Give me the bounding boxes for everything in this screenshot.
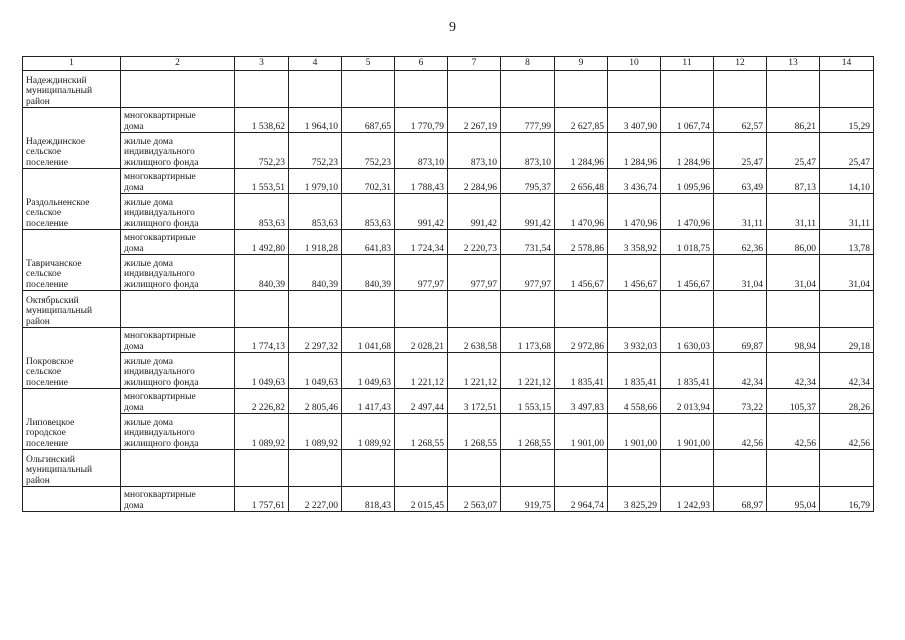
empty-cell <box>289 71 342 108</box>
table-row <box>23 328 874 353</box>
empty-cell <box>501 450 555 487</box>
value-cell: 42,34 <box>820 353 874 389</box>
region-row <box>23 291 874 328</box>
housing-type: многоквартирные дома <box>121 108 235 133</box>
value-cell: 1 221,12 <box>448 353 501 389</box>
value-cell: 1 221,12 <box>501 353 555 389</box>
table-body <box>23 57 874 512</box>
value-cell: 2 627,85 <box>555 108 608 133</box>
value-cell: 63,49 <box>714 169 767 194</box>
empty-cell <box>608 291 661 328</box>
value-cell: 1 901,00 <box>555 414 608 450</box>
value-cell: 68,97 <box>714 487 767 512</box>
empty-cell <box>289 450 342 487</box>
column-header: 6 <box>395 57 448 71</box>
value-cell: 818,43 <box>342 487 395 512</box>
value-cell: 853,63 <box>342 194 395 230</box>
value-cell: 29,18 <box>820 328 874 353</box>
column-header: 14 <box>820 57 874 71</box>
value-cell: 991,42 <box>448 194 501 230</box>
value-cell: 1 630,03 <box>661 328 714 353</box>
value-cell: 991,42 <box>501 194 555 230</box>
value-cell: 15,29 <box>820 108 874 133</box>
value-cell: 105,37 <box>767 389 820 414</box>
column-header: 3 <box>235 57 289 71</box>
value-cell: 977,97 <box>395 255 448 291</box>
column-header: 7 <box>448 57 501 71</box>
value-cell: 1 173,68 <box>501 328 555 353</box>
housing-type: многоквартирные дома <box>121 169 235 194</box>
column-header: 2 <box>121 57 235 71</box>
value-cell: 752,23 <box>342 133 395 169</box>
housing-type: жилые дома индивидуального жилищного фонда <box>121 194 235 230</box>
empty-cell <box>448 450 501 487</box>
empty-cell <box>395 450 448 487</box>
value-cell: 702,31 <box>342 169 395 194</box>
value-cell: 873,10 <box>395 133 448 169</box>
region-row <box>23 450 874 487</box>
page-number: 9 <box>449 20 456 35</box>
empty-cell <box>448 291 501 328</box>
value-cell: 3 932,03 <box>608 328 661 353</box>
value-cell: 42,34 <box>767 353 820 389</box>
value-cell: 777,99 <box>501 108 555 133</box>
value-cell: 1 470,96 <box>608 194 661 230</box>
value-cell: 3 436,74 <box>608 169 661 194</box>
value-cell: 25,47 <box>820 133 874 169</box>
value-cell: 1 221,12 <box>395 353 448 389</box>
empty-cell <box>395 291 448 328</box>
empty-cell <box>661 450 714 487</box>
empty-cell <box>121 71 235 108</box>
empty-cell <box>342 291 395 328</box>
value-cell: 853,63 <box>235 194 289 230</box>
value-cell: 13,78 <box>820 230 874 255</box>
empty-cell <box>661 291 714 328</box>
value-cell: 2 578,86 <box>555 230 608 255</box>
value-cell: 873,10 <box>448 133 501 169</box>
column-header: 10 <box>608 57 661 71</box>
empty-cell <box>767 71 820 108</box>
value-cell: 1 835,41 <box>661 353 714 389</box>
value-cell: 2 028,21 <box>395 328 448 353</box>
settlement-name: Покровское сельское поселение <box>23 328 121 389</box>
header-row <box>23 57 874 71</box>
empty-cell <box>555 291 608 328</box>
value-cell: 1 901,00 <box>661 414 714 450</box>
column-header: 13 <box>767 57 820 71</box>
value-cell: 1 049,63 <box>235 353 289 389</box>
value-cell: 1 049,63 <box>289 353 342 389</box>
value-cell: 977,97 <box>448 255 501 291</box>
value-cell: 1 724,34 <box>395 230 448 255</box>
value-cell: 1 268,55 <box>395 414 448 450</box>
value-cell: 752,23 <box>235 133 289 169</box>
value-cell: 3 497,83 <box>555 389 608 414</box>
value-cell: 42,56 <box>820 414 874 450</box>
housing-type: жилые дома индивидуального жилищного фонда <box>121 133 235 169</box>
region-name: Октябрьский муниципальный район <box>23 291 121 328</box>
value-cell: 31,11 <box>767 194 820 230</box>
empty-cell <box>121 450 235 487</box>
value-cell: 1 067,74 <box>661 108 714 133</box>
table-row <box>23 389 874 414</box>
column-header: 9 <box>555 57 608 71</box>
empty-cell <box>714 291 767 328</box>
empty-cell <box>501 291 555 328</box>
value-cell: 14,10 <box>820 169 874 194</box>
value-cell: 1 774,13 <box>235 328 289 353</box>
empty-cell <box>820 291 874 328</box>
table-row <box>23 108 874 133</box>
value-cell: 2 563,07 <box>448 487 501 512</box>
value-cell: 1 089,92 <box>342 414 395 450</box>
table-row <box>23 230 874 255</box>
value-cell: 1 918,28 <box>289 230 342 255</box>
value-cell: 1 018,75 <box>661 230 714 255</box>
value-cell: 42,56 <box>714 414 767 450</box>
settlement-name: Липовецкое городское поселение <box>23 389 121 450</box>
value-cell: 687,65 <box>342 108 395 133</box>
empty-cell <box>501 71 555 108</box>
value-cell: 731,54 <box>501 230 555 255</box>
settlement-name: Раздольненское сельское поселение <box>23 169 121 230</box>
value-cell: 853,63 <box>289 194 342 230</box>
empty-cell <box>820 450 874 487</box>
value-cell: 2 227,00 <box>289 487 342 512</box>
table-row <box>23 255 874 291</box>
empty-cell <box>121 291 235 328</box>
table-row <box>23 169 874 194</box>
value-cell: 2 267,19 <box>448 108 501 133</box>
value-cell: 31,04 <box>714 255 767 291</box>
settlement-name <box>23 487 121 512</box>
value-cell: 42,56 <box>767 414 820 450</box>
table-row <box>23 133 874 169</box>
empty-cell <box>820 71 874 108</box>
value-cell: 1 470,96 <box>661 194 714 230</box>
value-cell: 873,10 <box>501 133 555 169</box>
empty-cell <box>395 71 448 108</box>
column-header: 5 <box>342 57 395 71</box>
value-cell: 95,04 <box>767 487 820 512</box>
value-cell: 1 492,80 <box>235 230 289 255</box>
value-cell: 2 284,96 <box>448 169 501 194</box>
value-cell: 919,75 <box>501 487 555 512</box>
value-cell: 69,87 <box>714 328 767 353</box>
value-cell: 2 220,73 <box>448 230 501 255</box>
column-header: 11 <box>661 57 714 71</box>
value-cell: 1 901,00 <box>608 414 661 450</box>
value-cell: 2 226,82 <box>235 389 289 414</box>
settlement-name: Надеждинское сельское поселение <box>23 108 121 169</box>
value-cell: 4 558,66 <box>608 389 661 414</box>
empty-cell <box>661 71 714 108</box>
value-cell: 1 979,10 <box>289 169 342 194</box>
value-cell: 840,39 <box>342 255 395 291</box>
housing-type: многоквартирные дома <box>121 328 235 353</box>
empty-cell <box>342 71 395 108</box>
value-cell: 2 015,45 <box>395 487 448 512</box>
value-cell: 2 638,58 <box>448 328 501 353</box>
value-cell: 1 553,15 <box>501 389 555 414</box>
value-cell: 2 297,32 <box>289 328 342 353</box>
value-cell: 3 172,51 <box>448 389 501 414</box>
empty-cell <box>235 291 289 328</box>
value-cell: 3 358,92 <box>608 230 661 255</box>
value-cell: 1 964,10 <box>289 108 342 133</box>
value-cell: 1 284,96 <box>608 133 661 169</box>
value-cell: 73,22 <box>714 389 767 414</box>
value-cell: 3 407,90 <box>608 108 661 133</box>
value-cell: 752,23 <box>289 133 342 169</box>
value-cell: 62,36 <box>714 230 767 255</box>
settlement-name: Тавричанское сельское поселение <box>23 230 121 291</box>
region-row <box>23 71 874 108</box>
empty-cell <box>714 450 767 487</box>
empty-cell <box>714 71 767 108</box>
value-cell: 31,11 <box>714 194 767 230</box>
column-header: 4 <box>289 57 342 71</box>
value-cell: 1 095,96 <box>661 169 714 194</box>
value-cell: 1 284,96 <box>661 133 714 169</box>
column-header: 12 <box>714 57 767 71</box>
value-cell: 1 553,51 <box>235 169 289 194</box>
value-cell: 2 805,46 <box>289 389 342 414</box>
value-cell: 1 470,96 <box>555 194 608 230</box>
housing-type: жилые дома индивидуального жилищного фонда <box>121 414 235 450</box>
housing-type: жилые дома индивидуального жилищного фонда <box>121 353 235 389</box>
value-cell: 1 089,92 <box>289 414 342 450</box>
value-cell: 1 770,79 <box>395 108 448 133</box>
value-cell: 31,04 <box>820 255 874 291</box>
empty-cell <box>342 450 395 487</box>
empty-cell <box>289 291 342 328</box>
value-cell: 840,39 <box>289 255 342 291</box>
empty-cell <box>608 450 661 487</box>
value-cell: 2 013,94 <box>661 389 714 414</box>
value-cell: 86,00 <box>767 230 820 255</box>
value-cell: 25,47 <box>714 133 767 169</box>
value-cell: 2 964,74 <box>555 487 608 512</box>
value-cell: 1 049,63 <box>342 353 395 389</box>
value-cell: 977,97 <box>501 255 555 291</box>
value-cell: 1 456,67 <box>555 255 608 291</box>
value-cell: 86,21 <box>767 108 820 133</box>
table-row <box>23 487 874 512</box>
column-header: 8 <box>501 57 555 71</box>
tariff-table <box>22 56 874 512</box>
empty-cell <box>767 450 820 487</box>
empty-cell <box>767 291 820 328</box>
value-cell: 98,94 <box>767 328 820 353</box>
value-cell: 1 284,96 <box>555 133 608 169</box>
value-cell: 1 268,55 <box>501 414 555 450</box>
empty-cell <box>235 450 289 487</box>
value-cell: 1 788,43 <box>395 169 448 194</box>
empty-cell <box>555 450 608 487</box>
value-cell: 31,04 <box>767 255 820 291</box>
table-row <box>23 414 874 450</box>
value-cell: 87,13 <box>767 169 820 194</box>
value-cell: 840,39 <box>235 255 289 291</box>
empty-cell <box>608 71 661 108</box>
value-cell: 1 089,92 <box>235 414 289 450</box>
value-cell: 1 417,43 <box>342 389 395 414</box>
value-cell: 1 242,93 <box>661 487 714 512</box>
value-cell: 1 757,61 <box>235 487 289 512</box>
empty-cell <box>555 71 608 108</box>
region-name: Надеждинский муниципальный район <box>23 71 121 108</box>
column-header: 1 <box>23 57 121 71</box>
value-cell: 3 825,29 <box>608 487 661 512</box>
value-cell: 795,37 <box>501 169 555 194</box>
value-cell: 1 456,67 <box>661 255 714 291</box>
empty-cell <box>448 71 501 108</box>
value-cell: 641,83 <box>342 230 395 255</box>
value-cell: 42,34 <box>714 353 767 389</box>
value-cell: 62,57 <box>714 108 767 133</box>
value-cell: 1 041,68 <box>342 328 395 353</box>
value-cell: 1 835,41 <box>555 353 608 389</box>
value-cell: 991,42 <box>395 194 448 230</box>
value-cell: 28,26 <box>820 389 874 414</box>
value-cell: 1 268,55 <box>448 414 501 450</box>
value-cell: 16,79 <box>820 487 874 512</box>
value-cell: 2 497,44 <box>395 389 448 414</box>
value-cell: 1 538,62 <box>235 108 289 133</box>
table-row <box>23 353 874 389</box>
value-cell: 2 656,48 <box>555 169 608 194</box>
value-cell: 2 972,86 <box>555 328 608 353</box>
value-cell: 25,47 <box>767 133 820 169</box>
region-name: Ольгинский муниципальный район <box>23 450 121 487</box>
housing-type: многоквартирные дома <box>121 389 235 414</box>
table-row <box>23 194 874 230</box>
value-cell: 31,11 <box>820 194 874 230</box>
empty-cell <box>235 71 289 108</box>
housing-type: жилые дома индивидуального жилищного фонда <box>121 255 235 291</box>
value-cell: 1 456,67 <box>608 255 661 291</box>
housing-type: многоквартирные дома <box>121 230 235 255</box>
housing-type: многоквартирные дома <box>121 487 235 512</box>
value-cell: 1 835,41 <box>608 353 661 389</box>
